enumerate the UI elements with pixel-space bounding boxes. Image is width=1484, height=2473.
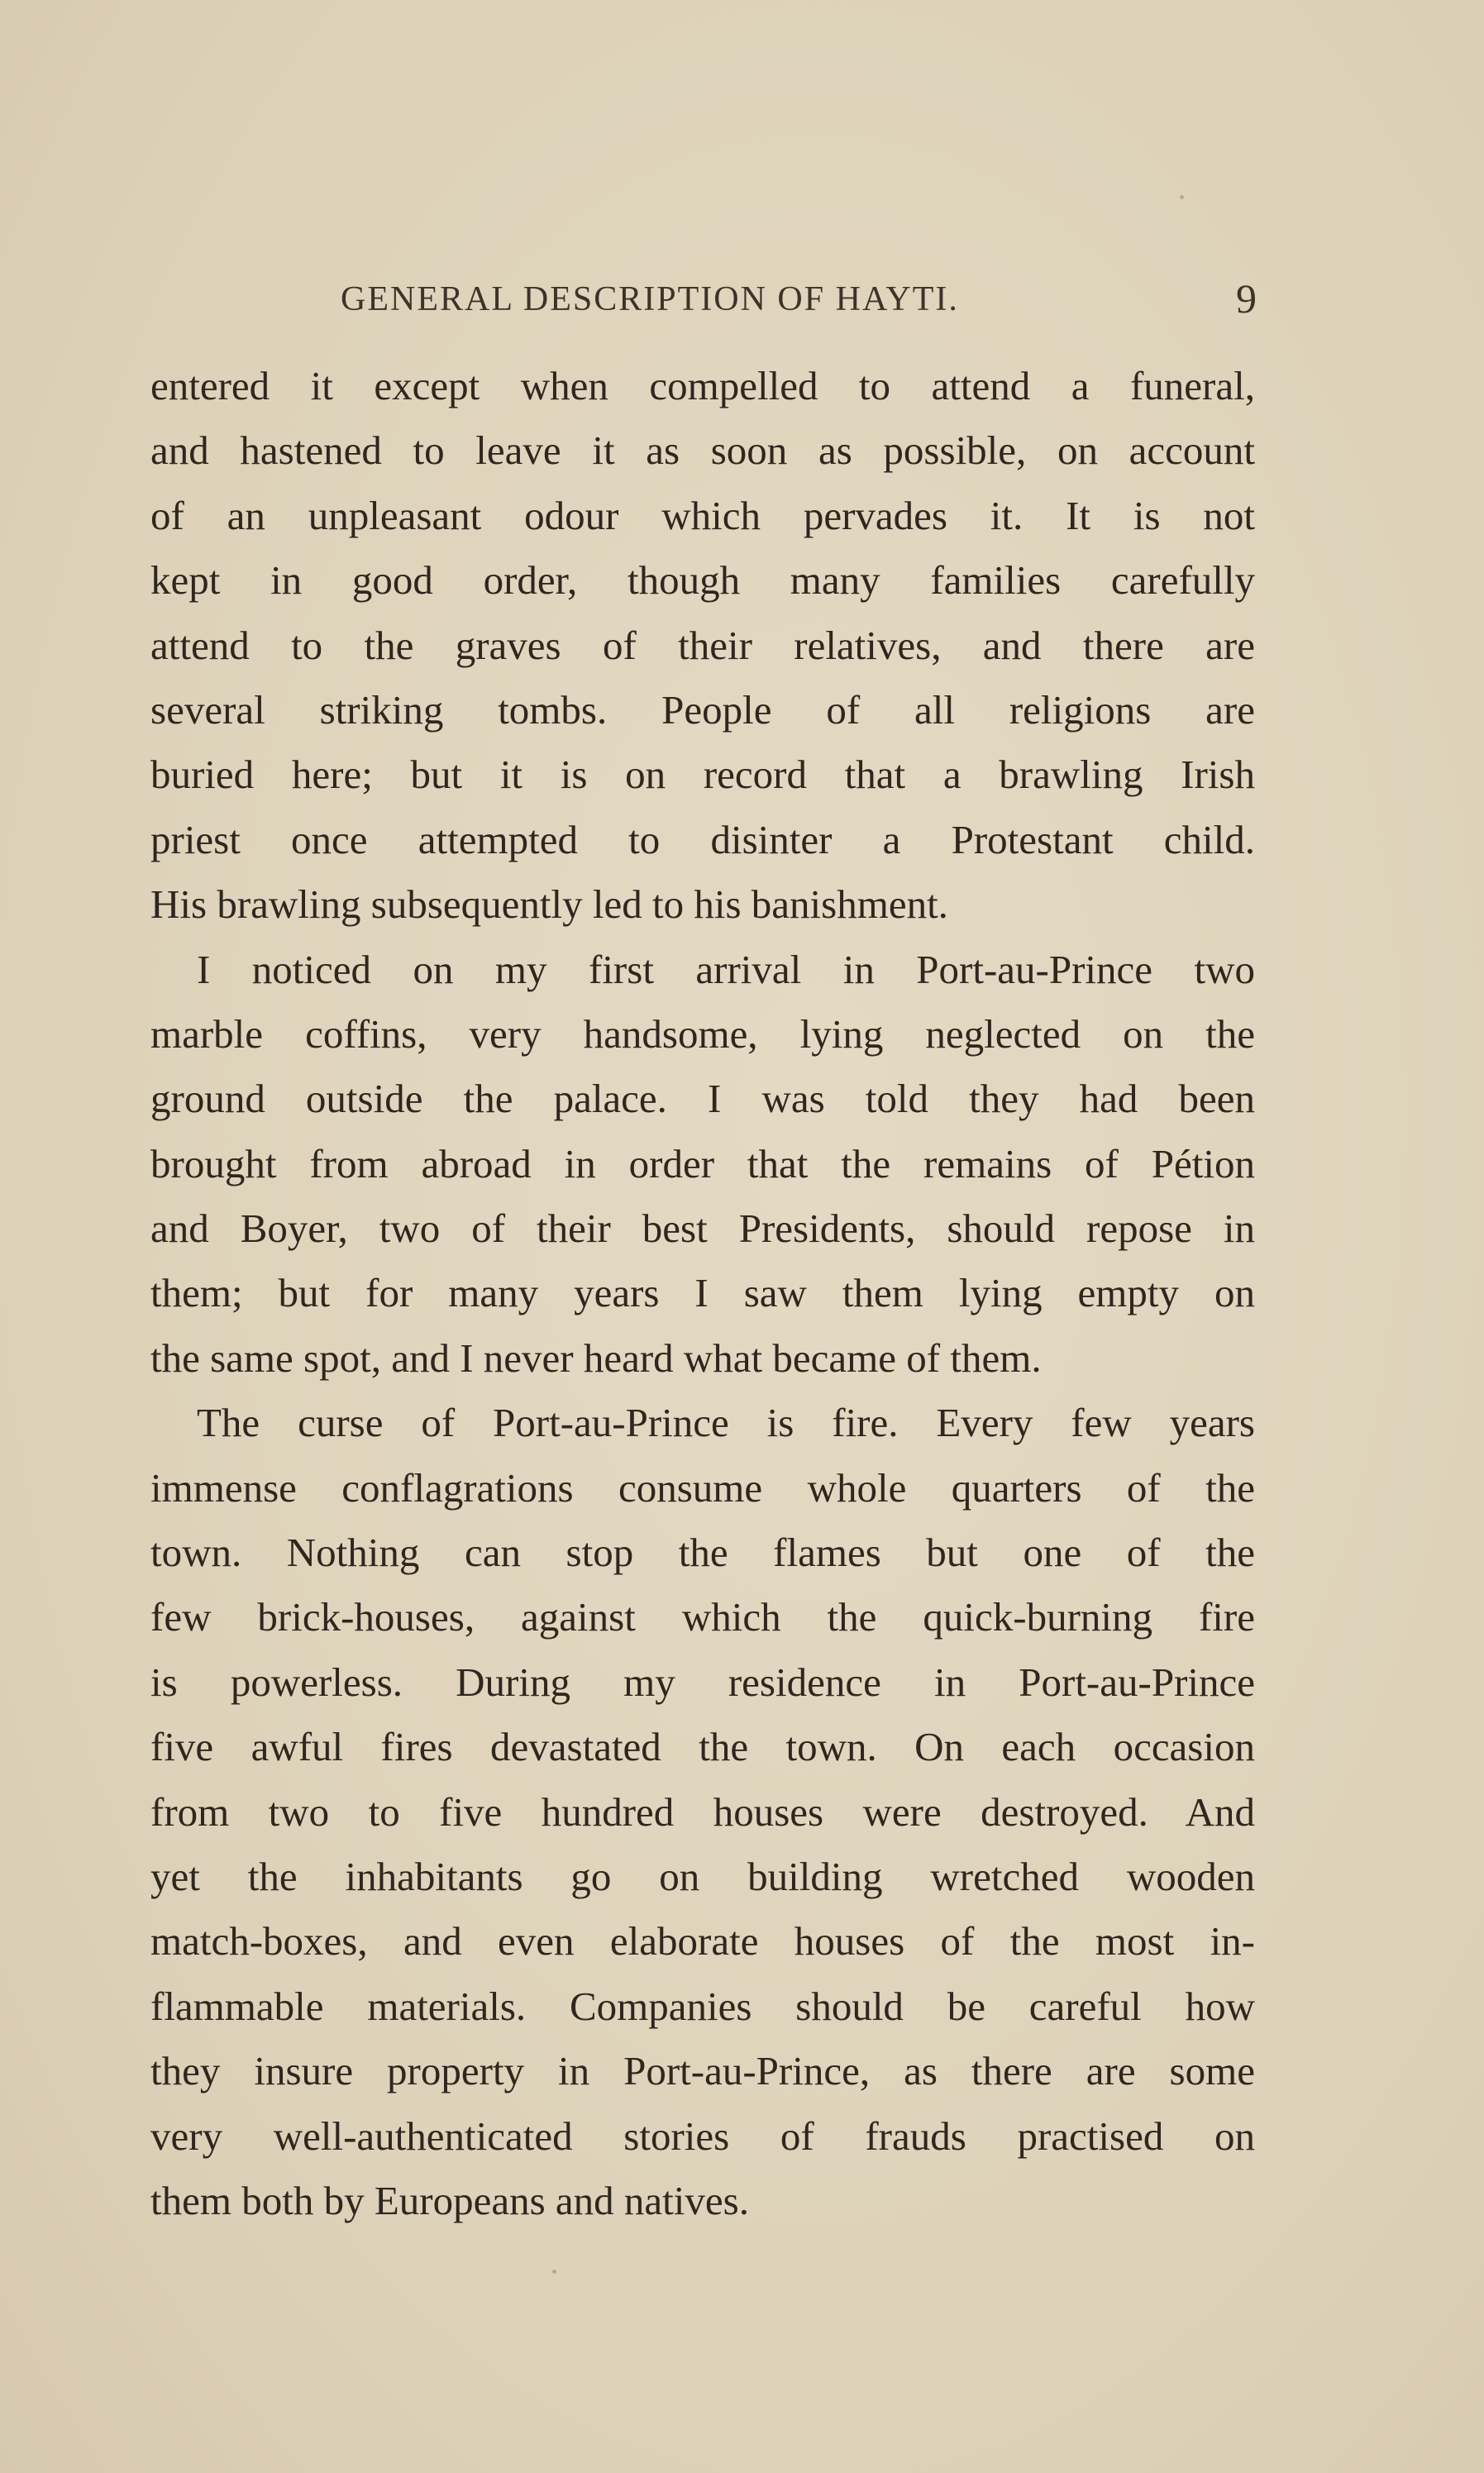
running-title: GENERAL DESCRIPTION OF HAYTI. bbox=[341, 280, 959, 318]
text-line: ground outside the palace. I was told they had been bbox=[150, 1076, 1255, 1122]
text-line: attend to the graves of their relatives, and there are bbox=[150, 622, 1255, 668]
text-line: is powerless. During my residence in Port-au-Prince bbox=[150, 1659, 1255, 1705]
text-line: the same spot, and I never heard what became of them. bbox=[150, 1334, 1042, 1381]
text-line: I noticed on my first arrival in Port-au-Prince two bbox=[197, 946, 1255, 992]
text-line: priest once attempted to disinter a Protestant child. bbox=[150, 816, 1255, 862]
body-text bbox=[150, 354, 1255, 2233]
text-line: brought from abroad in order that the remains of Pétion bbox=[150, 1140, 1255, 1186]
text-line: kept in good order, though many families carefully bbox=[150, 557, 1255, 604]
text-line: of an unpleasant odour which pervades it. It is not bbox=[150, 492, 1255, 538]
text-line: several striking tombs. People of all religions are bbox=[150, 686, 1255, 733]
text-line: His brawling subsequently led to his banishment. bbox=[150, 881, 948, 928]
text-line: very well-authenticated stories of frauds practised on bbox=[150, 2113, 1255, 2159]
text-line: buried here; but it is on record that a brawling Irish bbox=[150, 752, 1255, 798]
running-head bbox=[149, 275, 1257, 329]
page-number: 9 bbox=[1236, 275, 1257, 322]
text-line: five awful fires devastated the town. On each occasion bbox=[150, 1724, 1255, 1770]
text-line: match-boxes, and even elaborate houses of the most in- bbox=[150, 1918, 1255, 1965]
text-line: marble coffins, very handsome, lying neglected on the bbox=[150, 1010, 1255, 1057]
text-line: town. Nothing can stop the flames but one of the bbox=[150, 1530, 1255, 1576]
paragraph-1 bbox=[150, 354, 1255, 938]
text-line: entered it except when compelled to attend a funeral, bbox=[150, 363, 1255, 408]
paragraph-3 bbox=[150, 1391, 1255, 2233]
text-line: immense conflagrations consume whole quarters of the bbox=[150, 1464, 1255, 1511]
text-line: them; but for many years I saw them lying empty on bbox=[150, 1270, 1255, 1316]
text-line: they insure property in Port-au-Prince, as there are some bbox=[150, 2048, 1255, 2094]
text-line: The curse of Port-au-Prince is fire. Every few years bbox=[197, 1400, 1255, 1446]
text-line: them both by Europeans and natives. bbox=[150, 2177, 749, 2223]
text-line: from two to five hundred houses were destroyed. And bbox=[150, 1788, 1255, 1835]
text-line: few brick-houses, against which the quick-burning fire bbox=[150, 1594, 1255, 1640]
paragraph-2 bbox=[150, 938, 1255, 1392]
text-line: yet the inhabitants go on building wretched wooden bbox=[150, 1853, 1255, 1899]
text-line: flammable materials. Companies should be careful how bbox=[150, 1983, 1255, 2029]
text-line: and hastened to leave it as soon as possible, on account bbox=[150, 427, 1255, 474]
paper-speck bbox=[1180, 195, 1184, 199]
text-line: and Boyer, two of their best Presidents, should repose in bbox=[150, 1205, 1255, 1252]
paper-speck bbox=[552, 2270, 556, 2274]
